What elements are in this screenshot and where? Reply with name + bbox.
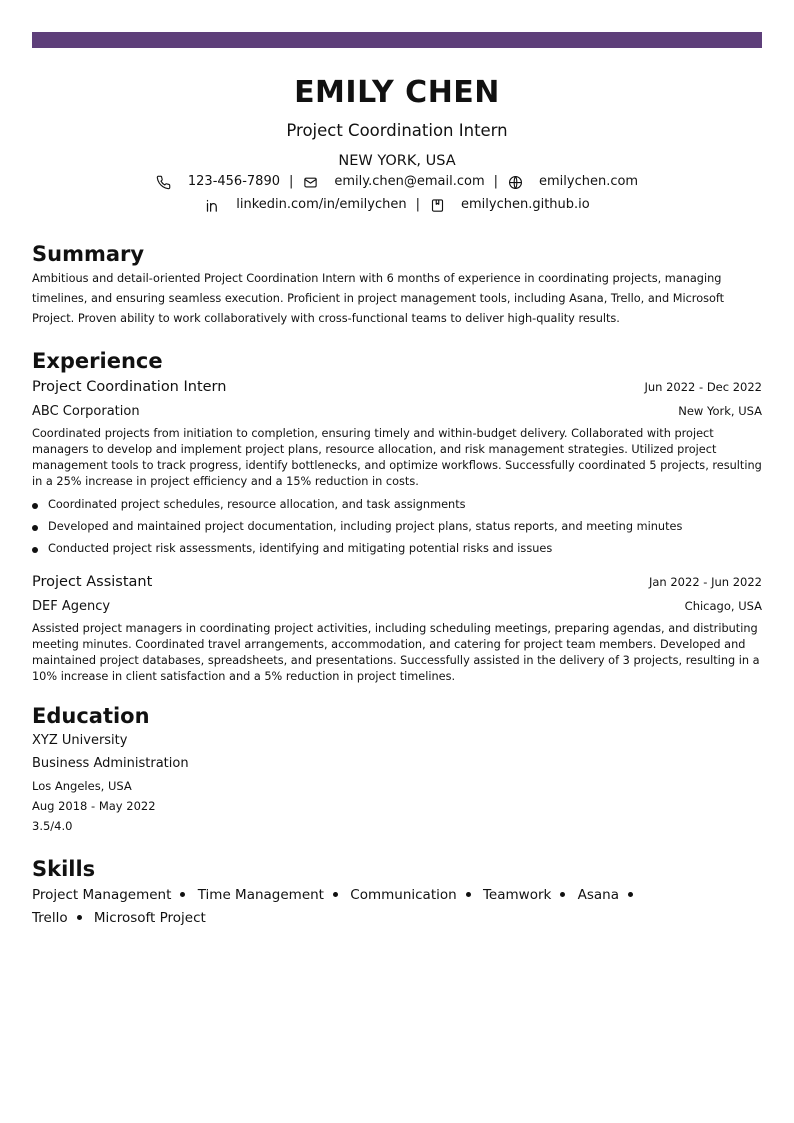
job-dates: Jan 2022 - Jun 2022: [648, 575, 762, 589]
summary-text: Ambitious and detail-oriented Project Coordination Intern with 6 months of experience in coordinating projects, managing timelines, and ensuring seamless execution. Proficient in project management tools, including Asana, Trello, and Microsoft Project. Proven ability to work collaboratively with cross-functional teams to deliver high-quality results.: [32, 272, 725, 325]
list-item: [32, 538, 762, 560]
skill-item: Communication: [350, 887, 457, 903]
bullet-icon: [32, 525, 38, 531]
skills-list: [32, 884, 672, 930]
email-link[interactable]: emily.chen@email.com: [334, 174, 485, 189]
skill-item: Trello: [32, 910, 68, 926]
job-bullets: [32, 494, 762, 560]
globe-icon: [507, 174, 523, 190]
education-degree: Business Administration: [32, 756, 189, 771]
separator: |: [415, 197, 420, 212]
candidate-role: Project Coordination Intern: [286, 121, 508, 140]
separator: |: [493, 174, 498, 189]
job-location: New York, USA: [678, 404, 762, 418]
bullet-text: Developed and maintained project documentation, including project plans, status reports, and meeting minutes: [48, 520, 683, 533]
education-gpa: 3.5/4.0: [32, 819, 73, 833]
job-description: Coordinated projects from initiation to completion, ensuring timely and within-budget delivery. Collaborated with project managers to develop and implement project plans, resource allocation, and risk management strategies. Utilized project management tools to track progress, identify bottlenecks, and optimize workflows. Successfully coordinated 5 projects, resulting in a 25% increase in project efficiency and a 15% reduction in costs.: [32, 427, 762, 488]
job-company-row: [32, 597, 762, 616]
job-title: Project Coordination Intern: [32, 379, 227, 395]
job-company: ABC Corporation: [32, 404, 140, 419]
list-item: [32, 516, 762, 538]
bullet-text: Coordinated project schedules, resource allocation, and task assignments: [48, 498, 466, 511]
bullet-text: Conducted project risk assessments, identifying and mitigating potential risks and issues: [48, 542, 553, 555]
job-company: DEF Agency: [32, 599, 111, 614]
education-heading: Education: [32, 704, 150, 728]
skill-item: Time Management: [197, 887, 324, 903]
contact-row-2: [32, 196, 762, 214]
skill-item: Asana: [577, 887, 620, 903]
education-location: Los Angeles, USA: [32, 779, 132, 793]
linkedin-link[interactable]: linkedin.com/in/emilychen: [236, 197, 407, 212]
contact-row-1: [32, 173, 762, 191]
candidate-location: NEW YORK, USA: [338, 153, 456, 169]
skill-item: Teamwork: [482, 887, 552, 903]
skills-heading: Skills: [32, 857, 96, 881]
job-company-row: [32, 402, 762, 421]
portfolio-icon: [429, 197, 445, 213]
bullet-icon: [560, 892, 565, 897]
education-dates: Aug 2018 - May 2022: [32, 799, 156, 813]
bullet-icon: [180, 892, 185, 897]
skill-item: Project Management: [32, 887, 172, 903]
summary-heading: Summary: [32, 242, 145, 266]
job-header: [32, 572, 762, 592]
experience-heading: Experience: [32, 349, 163, 373]
bullet-icon: [32, 503, 38, 509]
skill-item: Microsoft Project: [93, 910, 206, 926]
job-dates: Jun 2022 - Dec 2022: [644, 380, 762, 394]
bullet-icon: [333, 892, 338, 897]
job-location: Chicago, USA: [684, 599, 762, 613]
separator: |: [288, 174, 294, 189]
candidate-name: EMILY CHEN: [294, 75, 500, 110]
portfolio-link[interactable]: emilychen.github.io: [461, 197, 590, 212]
mail-icon: [302, 174, 318, 190]
bullet-icon: [77, 915, 82, 920]
list-item: [32, 494, 762, 516]
job-header: [32, 377, 762, 397]
education-school: XYZ University: [32, 733, 128, 748]
accent-bar: [32, 32, 762, 48]
phone-icon: [156, 174, 172, 190]
phone-link[interactable]: 123-456-7890: [187, 174, 280, 189]
website-link[interactable]: emilychen.com: [539, 174, 639, 189]
bullet-icon: [628, 892, 633, 897]
bullet-icon: [32, 547, 38, 553]
job-title: Project Assistant: [32, 574, 153, 590]
job-description: Assisted project managers in coordinating project activities, including scheduling meetings, preparing agendas, and distributing meeting minutes. Coordinated travel arrangements, accommodation, and catering for project team members. Developed and maintained project databases, spreadsheets, and presentations. Successfully assisted in the delivery of 3 projects, resulting in a 10% increase in client satisfaction and a 5% reduction in project timelines.: [32, 622, 760, 683]
bullet-icon: [466, 892, 471, 897]
linkedin-icon: [204, 197, 220, 213]
